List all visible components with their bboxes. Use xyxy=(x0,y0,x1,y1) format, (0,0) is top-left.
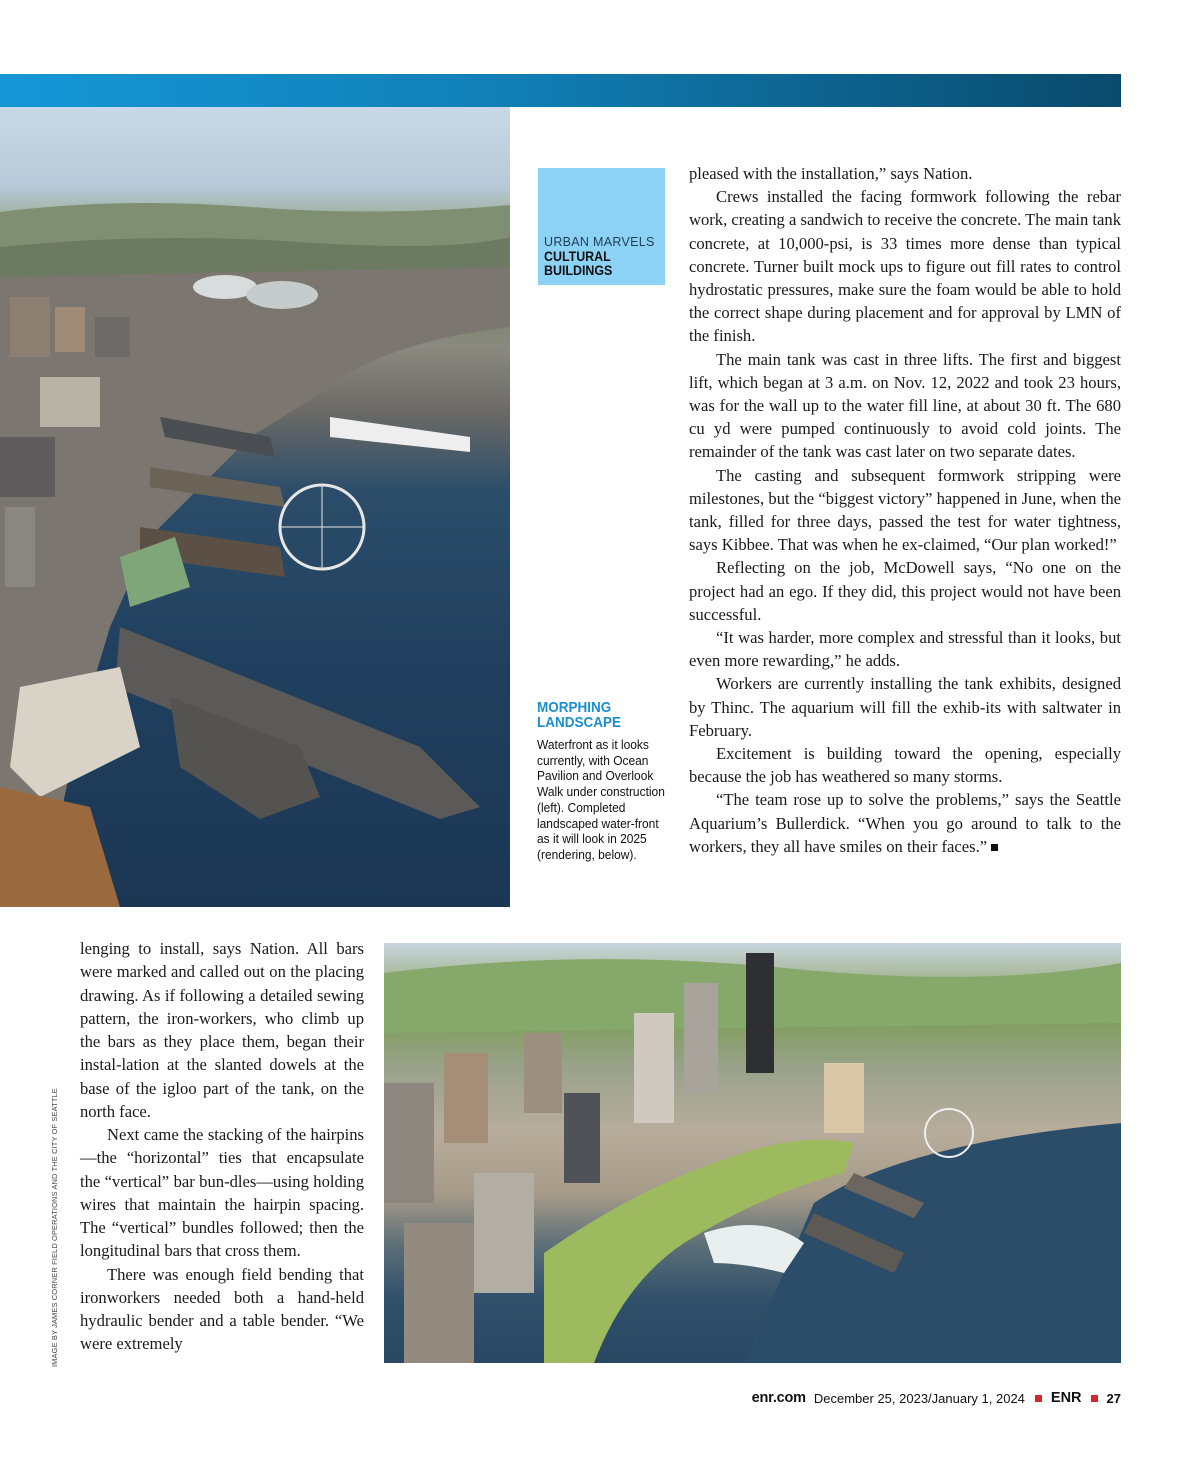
section-label-box xyxy=(538,168,665,285)
article-column-right xyxy=(689,162,1121,858)
paragraph: The casting and subsequent formwork stripping were milestones, but the “biggest victory” happened in June, when the tank, filled for three days, passed the test for water tightness, says Kibbee. That was when he ex-claimed, “Our plan worked!” xyxy=(689,465,1121,555)
caption-title-line1: MORPHING xyxy=(537,699,612,716)
section-kicker: URBAN MARVELS xyxy=(544,235,655,249)
section-title-line1: CULTURAL xyxy=(544,249,611,264)
section-title-line2: BUILDINGS xyxy=(544,263,613,278)
photo-caption xyxy=(537,700,667,863)
page-footer xyxy=(752,1390,1121,1406)
footer-date: December 25, 2023/January 1, 2024 xyxy=(813,1390,1025,1406)
top-color-bar xyxy=(0,74,1121,107)
paragraph: Workers are currently installing the tank exhibits, designed by Thinc. The aquarium will fill the exhib-its with saltwater in February. xyxy=(689,674,1121,740)
paragraph: There was enough field bending that ironworkers needed both a hand-held hydraulic bender and a table bender. “We were extremely xyxy=(80,1264,364,1354)
footer-separator-square xyxy=(1091,1395,1098,1402)
waterfront-rendering-image xyxy=(384,943,1121,1363)
page-number: 27 xyxy=(1106,1390,1121,1406)
paragraph: “It was harder, more complex and stressful than it looks, but even more rewarding,” he adds. xyxy=(689,628,1121,671)
caption-title-line2: LANDSCAPE xyxy=(537,714,622,731)
waterfront-aerial-photo xyxy=(0,107,510,907)
paragraph-final xyxy=(689,788,1121,858)
paragraph: Excitement is building toward the opening, especially because the job has weathered so many storms. xyxy=(689,744,1121,787)
article-column-left xyxy=(80,937,364,1356)
paragraph: Reflecting on the job, McDowell says, “No one on the project had an ego. If they did, this project would not have been successful. xyxy=(689,558,1121,624)
paragraph: Crews installed the facing formwork following the rebar work, creating a sandwich to receive the concrete. The main tank concrete, at 10,000-psi, is 33 times more dense than typical concrete. Turner built mock ups to figure out fill rates to control hydrostatic pressures, make sure the foam would be able to hold the correct shape during placement and for approval by LMN of the finish. xyxy=(689,187,1121,346)
footer-separator-square xyxy=(1035,1395,1042,1402)
paragraph: The main tank was cast in three lifts. The first and biggest lift, which began at 3 a.m. on Nov. 12, 2022 and took 23 hours, was for the wall up to the water fill line, at about 30 ft. The 680 cu yd were pumped continuously to avoid cold joints. The remainder of the tank was cast later on two separate dates. xyxy=(689,349,1121,462)
waterfront-rendering-illustration xyxy=(384,943,1121,1363)
footer-site: enr.com xyxy=(751,1390,806,1406)
paragraph-final-text: “The team rose up to solve the problems,” says the Seattle Aquarium’s Bullerdick. “When you go around to talk to the workers, they all have smiles on their faces.” xyxy=(689,790,1121,856)
end-of-story-mark xyxy=(991,844,998,851)
paragraph: lenging to install, says Nation. All bars were marked and called out on the placing drawing. As if following a detailed sewing pattern, the iron-workers, who climb up the bars as they place them, began their instal-lation at the slanted dowels at the base of the igloo part of the tank, on the north face. xyxy=(80,939,364,1121)
waterfront-aerial-illustration xyxy=(0,107,510,907)
footer-magazine-name: ENR xyxy=(1050,1390,1082,1406)
paragraph: pleased with the installation,” says Nation. xyxy=(689,164,973,183)
paragraph: Next came the stacking of the hairpins—the “horizontal” ties that encapsulate the “vertical” bar bun-dles—using holding wires that maintain the hairpin spacing. The “vertical” bundles followed; then the longitudinal bars that cross them. xyxy=(80,1125,364,1261)
caption-body: Waterfront as it looks currently, with Ocean Pavilion and Overlook Walk under construction (left). Completed landscaped water-front as it will look in 2025 (rendering, below). xyxy=(537,737,665,862)
photo-credit-text: IMAGE BY JAMES CORNER FIELD OPERATIONS AND THE CITY OF SEATTLE xyxy=(50,1088,59,1367)
